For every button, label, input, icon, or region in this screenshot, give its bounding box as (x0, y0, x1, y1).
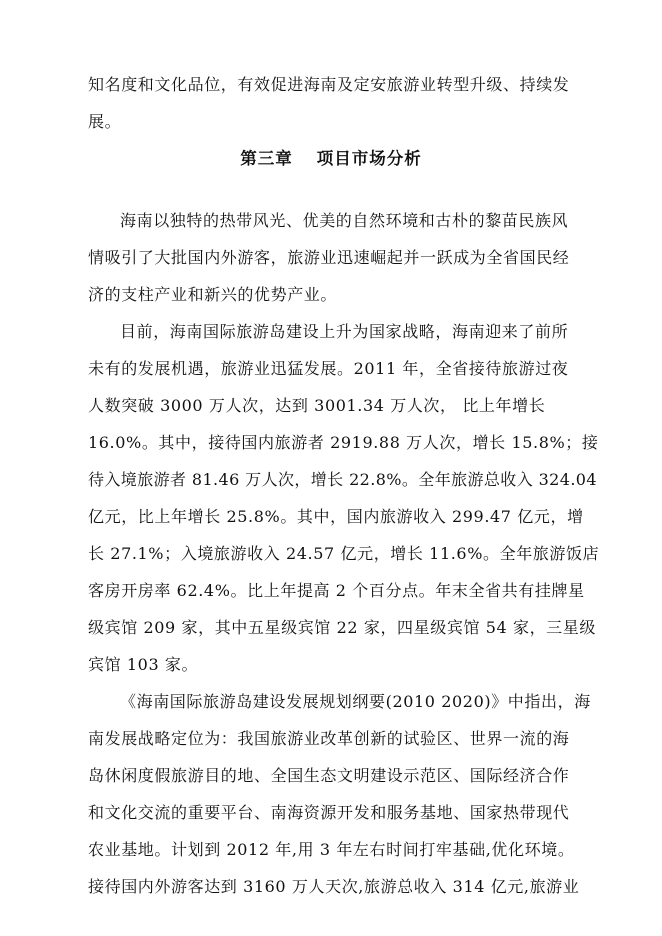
chapter-heading (0, 148, 662, 170)
paragraph2-line-2: 未有的发展机遇，旅游业迅猛发展。2011 年，全省接待旅游过夜 (88, 359, 569, 378)
paragraph3-line-1: 《海南国际旅游岛建设发展规划纲要(2010 2020)》中指出，海 (120, 692, 591, 711)
paragraph1-line-3: 济的支柱产业和新兴的优势产业。 (88, 285, 338, 304)
paragraph3-line-4: 和文化交流的重要平台、南海资源开发和服务基地、国家热带现代 (88, 803, 570, 822)
paragraph3-line-6: 接待国内外游客达到 3160 万人天次,旅游总收入 314 亿元,旅游业 (88, 877, 580, 896)
paragraph2-line-9: 级宾馆 209 家，其中五星级宾馆 22 家，四星级宾馆 54 家，三星级 (88, 618, 596, 637)
paragraph3-line-3: 岛休闲度假旅游目的地、全国生态文明建设示范区、国际经济合作 (88, 766, 570, 785)
paragraph3-line-5: 农业基地。计划到 2012 年,用 3 年左右时间打牢基础,优化环境。 (88, 840, 575, 859)
paragraph2-line-8: 客房开房率 62.4%。比上年提高 2 个百分点。年末全省共有挂牌星 (88, 581, 585, 600)
paragraph1-line-2: 情吸引了大批国内外游客，旅游业迅速崛起并一跃成为全省国民经 (88, 248, 570, 267)
paragraph2-line-10: 宾馆 103 家。 (88, 655, 199, 674)
intro-line-1: 知名度和文化品位，有效促进海南及定安旅游业转型升级、持续发 (88, 75, 570, 94)
chapter-number: 第三章 (240, 149, 293, 168)
paragraph2-line-1: 目前，海南国际旅游岛建设上升为国家战略，海南迎来了前所 (120, 322, 569, 341)
paragraph3-line-2: 南发展战略定位为：我国旅游业改革创新的试验区、世界一流的海 (88, 729, 570, 748)
paragraph1-line-1: 海南以独特的热带风光、优美的自然环境和古朴的黎苗民族风 (120, 211, 569, 230)
paragraph2-line-6: 亿元，比上年增长 25.8%。其中，国内旅游收入 299.47 亿元，增 (88, 507, 584, 526)
paragraph2-line-3: 人数突破 3000 万人次，达到 3001.34 万人次， 比上年增长 (88, 396, 546, 415)
paragraph2-line-5: 待入境旅游者 81.46 万人次，增长 22.8%。全年旅游总收入 324.04 (88, 470, 597, 489)
paragraph2-line-7: 长 27.1%；入境旅游收入 24.57 亿元，增长 11.6%。全年旅游饭店 (88, 544, 600, 563)
paragraph2-line-4: 16.0%。其中，接待国内旅游者 2919.88 万人次，增长 15.8%；接 (88, 433, 599, 452)
intro-line-2: 展。 (88, 112, 122, 131)
chapter-title: 项目市场分析 (316, 149, 422, 168)
